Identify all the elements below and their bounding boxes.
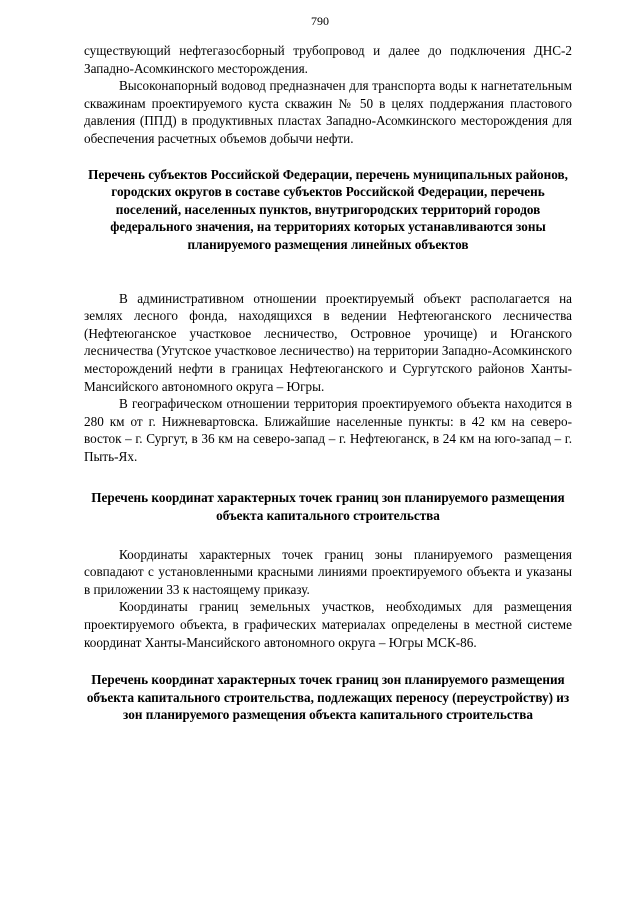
paragraph-land-plot-coordinates: Координаты границ земельных участков, необходимых для размещения проектируемого объекта, в графических материалах определены в местной системе координат Ханты-Мансийского автономного округа – Югры МСК-86. — [84, 599, 572, 650]
spacer — [84, 465, 572, 489]
paragraph-zone-coordinates: Координаты характерных точек границ зоны планируемого размещения совпадают с установленными красными линиями проектируемого объекта и указаны в приложении 33 к настоящему приказу. — [84, 546, 572, 597]
intro-paragraph-water-pipeline: Высоконапорный водовод предназначен для транспорта воды к нагнетательным скважинам проектируемого куста скважин № 50 в целях поддержания пластового давления (ППД) в продуктивных пластах Западно-Асомкинского месторождения для обеспечения расчетных объемов добычи нефти. — [84, 78, 572, 146]
section-heading-territories: Перечень субъектов Российской Федерации, перечень муниципальных районов, городских округов в составе субъектов Российской Федерации, перечень поселений, населенных пунктов, внутригородских территорий городов федерального значения, на территориях которых устанавливаются зоны планируемого размещения линейных объектов — [88, 166, 568, 252]
spacer — [84, 254, 572, 290]
section-heading-zone-coordinates: Перечень координат характерных точек границ зон планируемого размещения объекта капитального строительства — [91, 490, 565, 524]
section-heading-relocation-coordinates: Перечень координат характерных точек границ зон планируемого размещения объекта капитального строительства, подлежащих переносу (переустройству) из зон планируемого размещения объекта капитального строительства — [86, 672, 570, 723]
spacer — [84, 148, 572, 166]
paragraph-administrative-location: В административном отношении проектируемый объект располагается на землях лесного фонда, находящихся в ведении Нефтеюганского лесничества (Нефтеюганское участковое лесничество, Островное урочище) и Юганского лесничества (Угутское участковое лесничество) на территории Западно-Асомкинского месторождений нефти в границах Нефтеюганского и Сургутского районов Ханты-Мансийского автономного округа – Югры. — [84, 290, 572, 394]
intro-paragraph-continuation: существующий нефтегазосборный трубопровод и далее до подключения ДНС-2 Западно-Асомкинского месторождения. — [84, 43, 572, 76]
page-number: 790 — [311, 14, 329, 28]
document-body — [84, 42, 572, 724]
paragraph-geographic-location: В географическом отношении территория проектируемого объекта находится в 280 км от г. Нижневартовска. Ближайшие населенные пункты: в 42 км на северо-восток – г. Сургут, в 36 км на северо-запад – г. Нефтеюганск, в 24 км на юго-запад – г. Пыть-Ях. — [84, 396, 572, 464]
spacer — [84, 525, 572, 546]
spacer — [84, 651, 572, 671]
